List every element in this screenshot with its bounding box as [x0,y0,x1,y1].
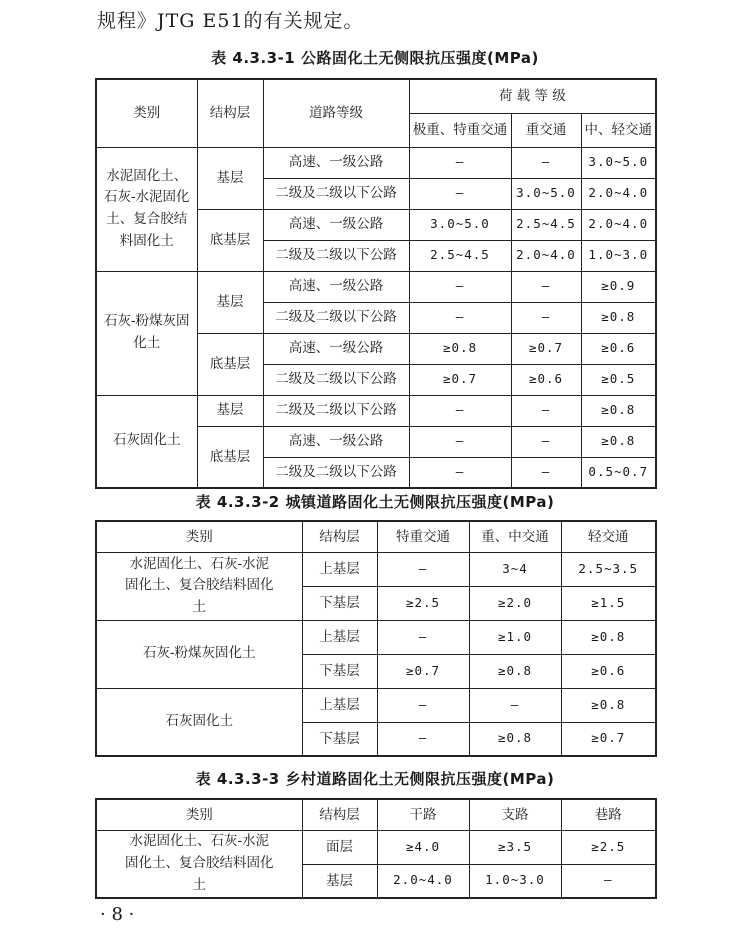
value-cell: 3~4 [469,552,561,586]
value-cell: — [409,457,511,488]
value-cell: 2.0~4.0 [581,209,656,240]
category-cell: 石灰-粉煤灰固化土 [96,271,197,395]
value-cell: 1.0~3.0 [469,864,561,898]
road-grade-cell: 二级及二级以下公路 [263,178,409,209]
col-header-lane: 巷路 [561,799,656,830]
layer-cell: 上基层 [302,552,377,586]
layer-cell: 下基层 [302,654,377,688]
road-grade-cell: 二级及二级以下公路 [263,457,409,488]
value-cell: ≥0.8 [581,302,656,333]
value-cell: ≥0.7 [409,364,511,395]
table-row [96,147,656,178]
value-cell: — [409,426,511,457]
layer-cell: 上基层 [302,620,377,654]
value-cell: ≥0.8 [561,620,656,654]
col-header-heavy: 重交通 [511,113,581,147]
road-grade-cell: 二级及二级以下公路 [263,302,409,333]
road-grade-cell: 高速、一级公路 [263,333,409,364]
layer-cell: 基层 [197,147,263,209]
layer-cell: 面层 [302,830,377,864]
value-cell: ≥0.7 [561,722,656,756]
value-cell: ≥0.8 [581,395,656,426]
category-cell: 水泥固化土、石灰-水泥固化土、复合胶结料固化土 [96,147,197,271]
col-header-medium-light: 中、轻交通 [581,113,656,147]
table-row [96,620,656,654]
value-cell: ≥1.5 [561,586,656,620]
table-row [96,552,656,586]
value-cell: ≥0.6 [511,364,581,395]
layer-cell: 下基层 [302,586,377,620]
value-cell: — [409,147,511,178]
value-cell: ≥0.9 [581,271,656,302]
value-cell: 0.5~0.7 [581,457,656,488]
value-cell: — [511,147,581,178]
value-cell: ≥2.5 [377,586,469,620]
category-cell: 石灰-粉煤灰固化土 [96,620,302,688]
value-cell: — [377,688,469,722]
layer-cell: 底基层 [197,426,263,488]
col-header-extra-heavy: 极重、特重交通 [409,113,511,147]
category-cell: 石灰固化土 [96,395,197,488]
value-cell: 3.0~5.0 [511,178,581,209]
col-header-layer: 结构层 [302,521,377,552]
col-header-branch-road: 支路 [469,799,561,830]
value-cell: — [409,178,511,209]
col-header-category: 类别 [96,79,197,147]
col-header-trunk-road: 干路 [377,799,469,830]
col-header-layer: 结构层 [197,79,263,147]
value-cell: ≥0.8 [469,654,561,688]
table3-caption: 表 4.3.3-3 乡村道路固化土无侧限抗压强度(MPa) [195,770,555,788]
value-cell: — [511,426,581,457]
layer-cell: 下基层 [302,722,377,756]
value-cell: 2.0~4.0 [377,864,469,898]
road-grade-cell: 二级及二级以下公路 [263,395,409,426]
value-cell: — [377,552,469,586]
layer-cell: 基层 [302,864,377,898]
value-cell: 2.5~3.5 [561,552,656,586]
col-header-layer: 结构层 [302,799,377,830]
value-cell: 1.0~3.0 [581,240,656,271]
col-header-light: 轻交通 [561,521,656,552]
layer-cell: 底基层 [197,209,263,271]
value-cell: ≥2.5 [561,830,656,864]
value-cell: — [511,395,581,426]
value-cell: ≥0.7 [511,333,581,364]
rural-strength-table [95,798,657,899]
table-row [96,271,656,302]
value-cell: — [377,620,469,654]
value-cell: 2.5~4.5 [409,240,511,271]
value-cell: — [409,271,511,302]
value-cell: ≥0.6 [581,333,656,364]
value-cell: ≥0.8 [561,688,656,722]
value-cell: — [561,864,656,898]
value-cell: — [511,302,581,333]
col-header-extra-heavy: 特重交通 [377,521,469,552]
value-cell: 3.0~5.0 [409,209,511,240]
road-grade-cell: 高速、一级公路 [263,426,409,457]
value-cell: ≥2.0 [469,586,561,620]
page-number: · 8 · [100,904,135,925]
road-grade-cell: 高速、一级公路 [263,147,409,178]
value-cell: ≥0.5 [581,364,656,395]
value-cell: ≥3.5 [469,830,561,864]
value-cell: 2.0~4.0 [581,178,656,209]
layer-cell: 上基层 [302,688,377,722]
col-header-heavy-medium: 重、中交通 [469,521,561,552]
road-grade-cell: 二级及二级以下公路 [263,240,409,271]
value-cell: ≥1.0 [469,620,561,654]
table-row [96,395,656,426]
value-cell: 3.0~5.0 [581,147,656,178]
category-cell: 水泥固化土、石灰-水泥固化土、复合胶结料固化土 [96,830,302,898]
value-cell: ≥0.8 [409,333,511,364]
col-header-road-grade: 道路等级 [263,79,409,147]
value-cell: ≥0.6 [561,654,656,688]
road-grade-cell: 二级及二级以下公路 [263,364,409,395]
layer-cell: 底基层 [197,333,263,395]
intro-text: 规程》JTG E51的有关规定。 [97,10,364,32]
value-cell: — [511,271,581,302]
value-cell: ≥0.7 [377,654,469,688]
value-cell: — [377,722,469,756]
category-cell: 水泥固化土、石灰-水泥固化土、复合胶结料固化土 [96,552,302,620]
col-header-category: 类别 [96,799,302,830]
value-cell: ≥4.0 [377,830,469,864]
highway-strength-table [95,78,657,489]
table2-caption: 表 4.3.3-2 城镇道路固化土无侧限抗压强度(MPa) [195,493,555,511]
road-grade-cell: 高速、一级公路 [263,209,409,240]
value-cell: ≥0.8 [469,722,561,756]
road-grade-cell: 高速、一级公路 [263,271,409,302]
table-row [96,688,656,722]
value-cell: — [409,395,511,426]
value-cell: 2.0~4.0 [511,240,581,271]
col-header-load-level: 荷 载 等 级 [409,79,656,113]
layer-cell: 基层 [197,271,263,333]
layer-cell: 基层 [197,395,263,426]
value-cell: — [511,457,581,488]
table1-caption: 表 4.3.3-1 公路固化土无侧限抗压强度(MPa) [211,49,539,67]
value-cell: ≥0.8 [581,426,656,457]
value-cell: 2.5~4.5 [511,209,581,240]
category-cell: 石灰固化土 [96,688,302,756]
urban-strength-table [95,520,657,757]
col-header-category: 类别 [96,521,302,552]
table-row [96,830,656,864]
value-cell: — [469,688,561,722]
value-cell: — [409,302,511,333]
